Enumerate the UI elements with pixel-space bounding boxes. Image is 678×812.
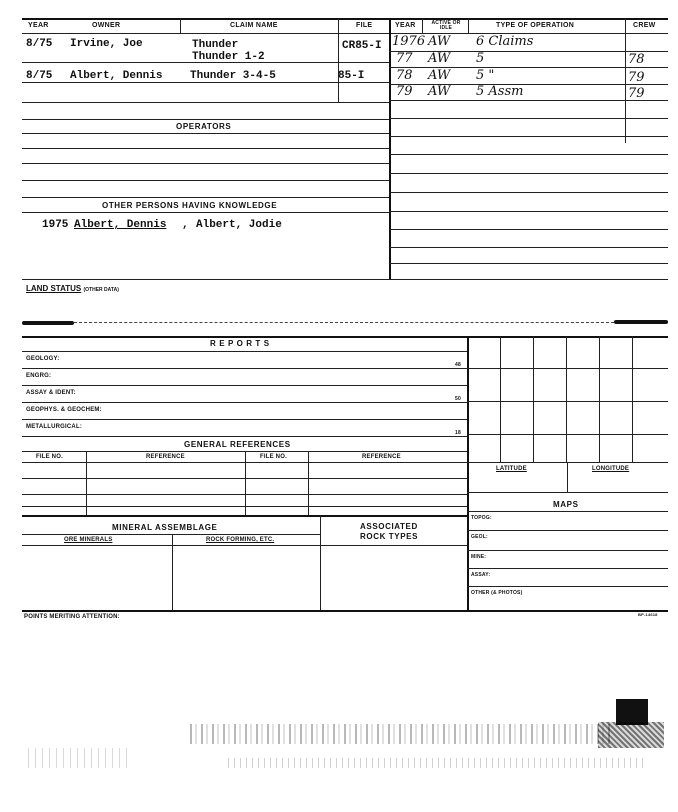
grid-col-5 (632, 336, 633, 462)
persons-title: OTHER PERSONS HAVING KNOWLEDGE (102, 201, 278, 210)
grid-col-4 (599, 336, 600, 462)
report-assay-num: 50 (455, 396, 461, 402)
land-status-title: LAND STATUS (26, 284, 82, 293)
persons-name-1: Albert, Dennis (74, 219, 167, 231)
map-line-4 (467, 586, 668, 587)
persons-separator: , (182, 219, 189, 231)
maps-title-line (467, 511, 668, 512)
map-line-2 (467, 550, 668, 551)
ops-row-4-year: 79 (396, 84, 413, 99)
mineral-title-line (22, 534, 320, 535)
longitude-label: LONGITUDE (592, 466, 630, 472)
header-rule (22, 33, 668, 34)
top-border (22, 18, 668, 20)
owner-row-line-3 (22, 102, 389, 103)
header-active-or-idle: ACTIVE OR IDLE (431, 20, 461, 31)
ops-row-2-year: 77 (396, 51, 413, 66)
ops-row-line-11 (389, 229, 668, 230)
persons-year: 1975 (42, 219, 69, 231)
persons-title-line (22, 212, 389, 213)
header-owner: OWNER (92, 22, 121, 29)
ops-row-1-year: 1976 (392, 34, 426, 49)
map-line-3 (467, 568, 668, 569)
associated-rock-types-1: ASSOCIATED (360, 522, 418, 531)
grid-col-3 (566, 336, 567, 462)
owner-row-line-2 (22, 82, 389, 83)
associated-rock-types-2: ROCK TYPES (360, 532, 419, 541)
mineral-divider-1 (172, 534, 173, 610)
coord-divider (567, 462, 568, 492)
mineral-assemblage-title: MINERAL ASSEMBLAGE (112, 523, 218, 532)
mineral-col-rock: ROCK FORMING, ETC. (206, 537, 275, 543)
ops-row-4-type: 5 Assm (476, 84, 524, 99)
operators-top-line (22, 119, 389, 120)
report-line-4 (22, 419, 467, 420)
grid-row-1 (467, 368, 668, 369)
col-divider-owner (180, 18, 181, 33)
owner-row-2-claim: Thunder 1-2 (192, 51, 265, 63)
grid-col-1 (500, 336, 501, 462)
report-geology-label: GEOLOGY: (26, 356, 60, 362)
operators-row-line-1 (22, 148, 389, 149)
latitude-label: LATITUDE (496, 466, 527, 472)
owner-row-1-file: CR85-I (342, 40, 382, 52)
center-divider (389, 18, 391, 280)
reports-title-line (22, 351, 467, 352)
map-assay-label: ASSAY: (471, 572, 491, 578)
grid-row-3 (467, 434, 668, 435)
separator-line (74, 322, 614, 323)
ops-row-line-6 (389, 136, 668, 137)
report-line-5 (22, 436, 467, 437)
coord-bottom-line (467, 492, 668, 493)
report-geophys-label: GEOPHYS. & GEOCHEM: (26, 407, 102, 413)
map-line-1 (467, 530, 668, 531)
reports-title: R E P O R T S (210, 339, 270, 348)
report-line-1 (22, 368, 467, 369)
col-divider-crew (625, 18, 626, 143)
ops-row-2-crew: 78 (628, 52, 645, 67)
bottom-bottom-border (22, 610, 668, 612)
refs-col-file-no-2: FILE NO. (260, 454, 287, 460)
refs-col-reference: REFERENCE (146, 454, 185, 460)
general-references-title: GENERAL REFERENCES (184, 440, 291, 449)
refs-col-reference-2: REFERENCE (362, 454, 401, 460)
points-meriting-attention: POINTS MERITING ATTENTION: (24, 614, 120, 620)
form-number: BP-14618 (638, 612, 658, 617)
scan-noise-left (28, 748, 128, 768)
report-line-3 (22, 402, 467, 403)
ops-row-3-crew: 79 (628, 70, 645, 85)
col-divider-claim (338, 18, 339, 103)
top-section-bottom-line (22, 279, 668, 280)
report-metallurgical-label: METALLURGICAL: (26, 424, 83, 430)
header-crew: CREW (633, 22, 656, 29)
bottom-top-border (22, 336, 668, 338)
land-status-label (26, 284, 119, 293)
operators-row-line-2 (22, 163, 389, 164)
persons-name-2: Albert, Jodie (196, 219, 282, 231)
mineral-divider-2 (320, 515, 321, 610)
map-mine-label: MINE: (471, 554, 487, 560)
map-other-label: OTHER (& PHOTOS) (471, 590, 523, 596)
owner-row-1-claim: Thunder (192, 39, 239, 51)
header-claim-name: CLAIM NAME (230, 22, 278, 29)
scan-noise-band (190, 724, 610, 744)
maps-title: MAPS (553, 500, 579, 509)
header-file: FILE (356, 22, 373, 29)
scan-noise-block-dither (598, 722, 664, 748)
separator-right-smear (614, 320, 668, 324)
header-type-of-operation: TYPE OF OPERATION (496, 22, 575, 29)
owner-row-3-claim: Thunder 3-4-5 (190, 70, 276, 82)
report-assay-label: ASSAY & IDENT: (26, 390, 76, 396)
ops-row-line-5 (389, 118, 668, 119)
grid-row-2 (467, 401, 668, 402)
map-topog-label: TOPOG: (471, 515, 492, 521)
grid-col-2 (533, 336, 534, 462)
ops-row-line-9 (389, 192, 668, 193)
ops-row-3-type: 5 " (476, 68, 495, 83)
operators-row-line-3 (22, 180, 389, 181)
mineral-header-line (22, 545, 467, 546)
ops-row-1-active: AW (428, 34, 451, 49)
operators-title-line (22, 133, 389, 134)
ops-row-2-active: AW (428, 51, 451, 66)
ops-row-2-type: 5 (476, 51, 485, 66)
ops-row-line-7 (389, 154, 668, 155)
ops-row-line-12 (389, 247, 668, 248)
report-engrg-label: ENGRG: (26, 373, 52, 379)
refs-row-line-1 (22, 478, 467, 479)
col-divider-year2 (422, 18, 423, 33)
ops-row-line-10 (389, 211, 668, 212)
separator-left-smear (22, 321, 74, 325)
ops-row-4-crew: 79 (628, 86, 645, 101)
ops-row-line-13 (389, 263, 668, 264)
owner-row-3-owner: Albert, Dennis (70, 70, 163, 82)
owner-row-1-year: 8/75 (26, 38, 53, 50)
ops-row-3-year: 78 (396, 68, 413, 83)
operators-row-line-4 (22, 197, 389, 198)
ops-row-1-type: 6 Claims (476, 34, 534, 49)
owner-row-1-owner: Irvine, Joe (70, 38, 143, 50)
header-year-ops: YEAR (395, 22, 416, 29)
header-year: YEAR (28, 22, 49, 29)
refs-row-line-2 (22, 494, 467, 495)
owner-row-3-file: 85-I (338, 70, 365, 82)
ops-row-3-active: AW (428, 68, 451, 83)
land-status-sub: (OTHER DATA) (83, 287, 119, 293)
map-geol-label: GEOL: (471, 534, 488, 540)
report-line-2 (22, 385, 467, 386)
refs-col-file-no: FILE NO. (36, 454, 63, 460)
report-metallurgical-num: 18 (455, 430, 461, 436)
ops-row-4-active: AW (428, 84, 451, 99)
refs-row-line-3 (22, 506, 467, 507)
mineral-col-ore: ORE MINERALS (64, 537, 113, 543)
report-geology-num: 48 (455, 362, 461, 368)
scan-noise-lower (228, 758, 648, 768)
col-divider-type (468, 18, 469, 33)
refs-bottom-line (22, 515, 467, 517)
ops-row-line-8 (389, 173, 668, 174)
ops-row-line-4 (389, 100, 668, 101)
operators-title: OPERATORS (176, 122, 232, 131)
owner-row-3-year: 8/75 (26, 70, 53, 82)
